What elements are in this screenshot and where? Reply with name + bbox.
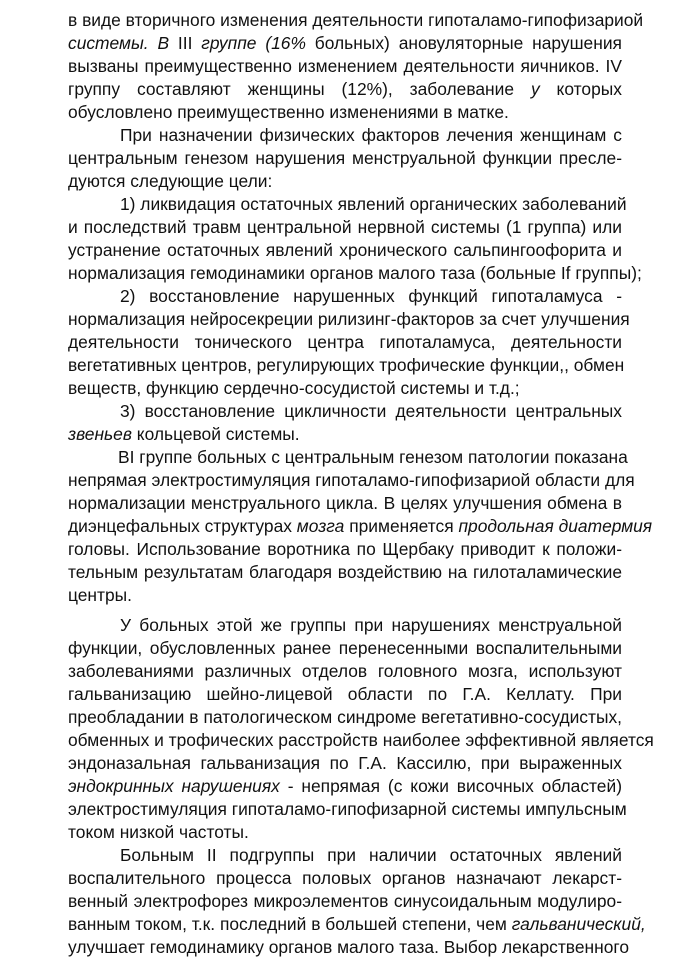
text-line: диэнцефальных структурах мозга применяется продольная диатермия (68, 516, 653, 536)
text-line: и последствий травм центральной нервной системы (1 группа) или (68, 217, 622, 237)
text-line: 2) восстановление нарушенных функций гипоталамуса - (120, 286, 622, 306)
text-line: эндокринных нарушениях - непрямая (с кожи височных областей) (68, 776, 622, 796)
text-line: У больных этой же группы при нарушениях менструальной (120, 615, 622, 635)
text-line: звеньев кольцевой системы. (68, 424, 300, 444)
text-line: деятельности тонического центра гипоталамуса, деятельности (68, 332, 622, 352)
text-line: центры. (68, 585, 133, 605)
text-line: тельным результатам благодаря воздействию на гилоталамические (68, 562, 622, 582)
text-line: заболеваниями различных отделов головного мозга, используют (68, 661, 622, 681)
text-line: венный электрофорез микроэлементов синусоидальным модулиро- (68, 891, 622, 911)
text-line: группу составляют женщины (12%), заболевание у которых (68, 79, 622, 99)
text-line: в виде вторичного изменения деятельности гипоталамо-гипофизариой (68, 10, 644, 30)
text-line: вегетативных центров, регулирующих трофические функции,, обмен (68, 355, 625, 375)
text-line: функции, обусловленных ранее перенесенными воспалительными (68, 638, 622, 658)
text-line: вызваны преимущественно изменением деятельности яичников. IV (68, 56, 622, 76)
text-line: гальванизацию шейно-лицевой области по Г.А. Келлату. При (68, 684, 622, 704)
text-line: нормализация нейросекреции рилизинг-факторов за счет улучшения (68, 309, 630, 329)
text-line: нормализации менструального цикла. В целях улучшения обмена в (68, 493, 622, 513)
text-line: центральным генезом нарушения менструальной функции пресле- (68, 148, 622, 168)
text-line: улучшает гемодинамику органов малого таза. Выбор лекарственного (68, 937, 630, 957)
text-line: преобладании в патологическом синдроме вегетативно-сосудистых, (68, 707, 622, 727)
text-line: дуются следующие цели: (68, 171, 273, 191)
text-line: электростимуляция гипоталамо-гипофизарной системы импульсным (68, 799, 627, 819)
text-line: током низкой частоты. (68, 822, 249, 842)
text-line: обусловлено преимущественно изменениями в матке. (68, 102, 509, 122)
text-line: воспалительного процесса половых органов назначают лекарст- (68, 868, 622, 888)
text-line: устранение остаточных явлений хронического сальпингоофорита и (68, 240, 622, 260)
text-line: нормализация гемодинамики органов малого таза (больные If группы); (68, 263, 642, 283)
text-line: BI группе больных с центральным генезом патологии показана (118, 447, 628, 467)
text-line: головы. Использование воротника по Щербаку приводит к положи- (68, 539, 622, 559)
text-line: 3) восстановление цикличности деятельности центральных (120, 401, 622, 421)
text-line: обменных и трофических расстройств наиболее эффективной является (68, 730, 654, 750)
text-line: системы. В III группе (16% больных) ановуляторные нарушения (68, 33, 622, 53)
text-line: При назначении физических факторов лечения женщинам с (120, 125, 622, 145)
text-line: 1) ликвидация остаточных явлений органических заболеваний (120, 194, 627, 214)
text-line: эндоназальная гальванизация по Г.А. Кассилю, при выраженных (68, 753, 622, 773)
text-line: ванным током, т.к. последний в большей степени, чем гальванический, (68, 914, 646, 934)
text-line: Больным II подгруппы при наличии остаточных явлений (120, 845, 622, 865)
text-line: веществ, функцию сердечно-сосудистой системы и т.д.; (68, 378, 520, 398)
text-line: непрямая электростимуляция гипоталамо-гипофизариой области для (68, 470, 635, 490)
